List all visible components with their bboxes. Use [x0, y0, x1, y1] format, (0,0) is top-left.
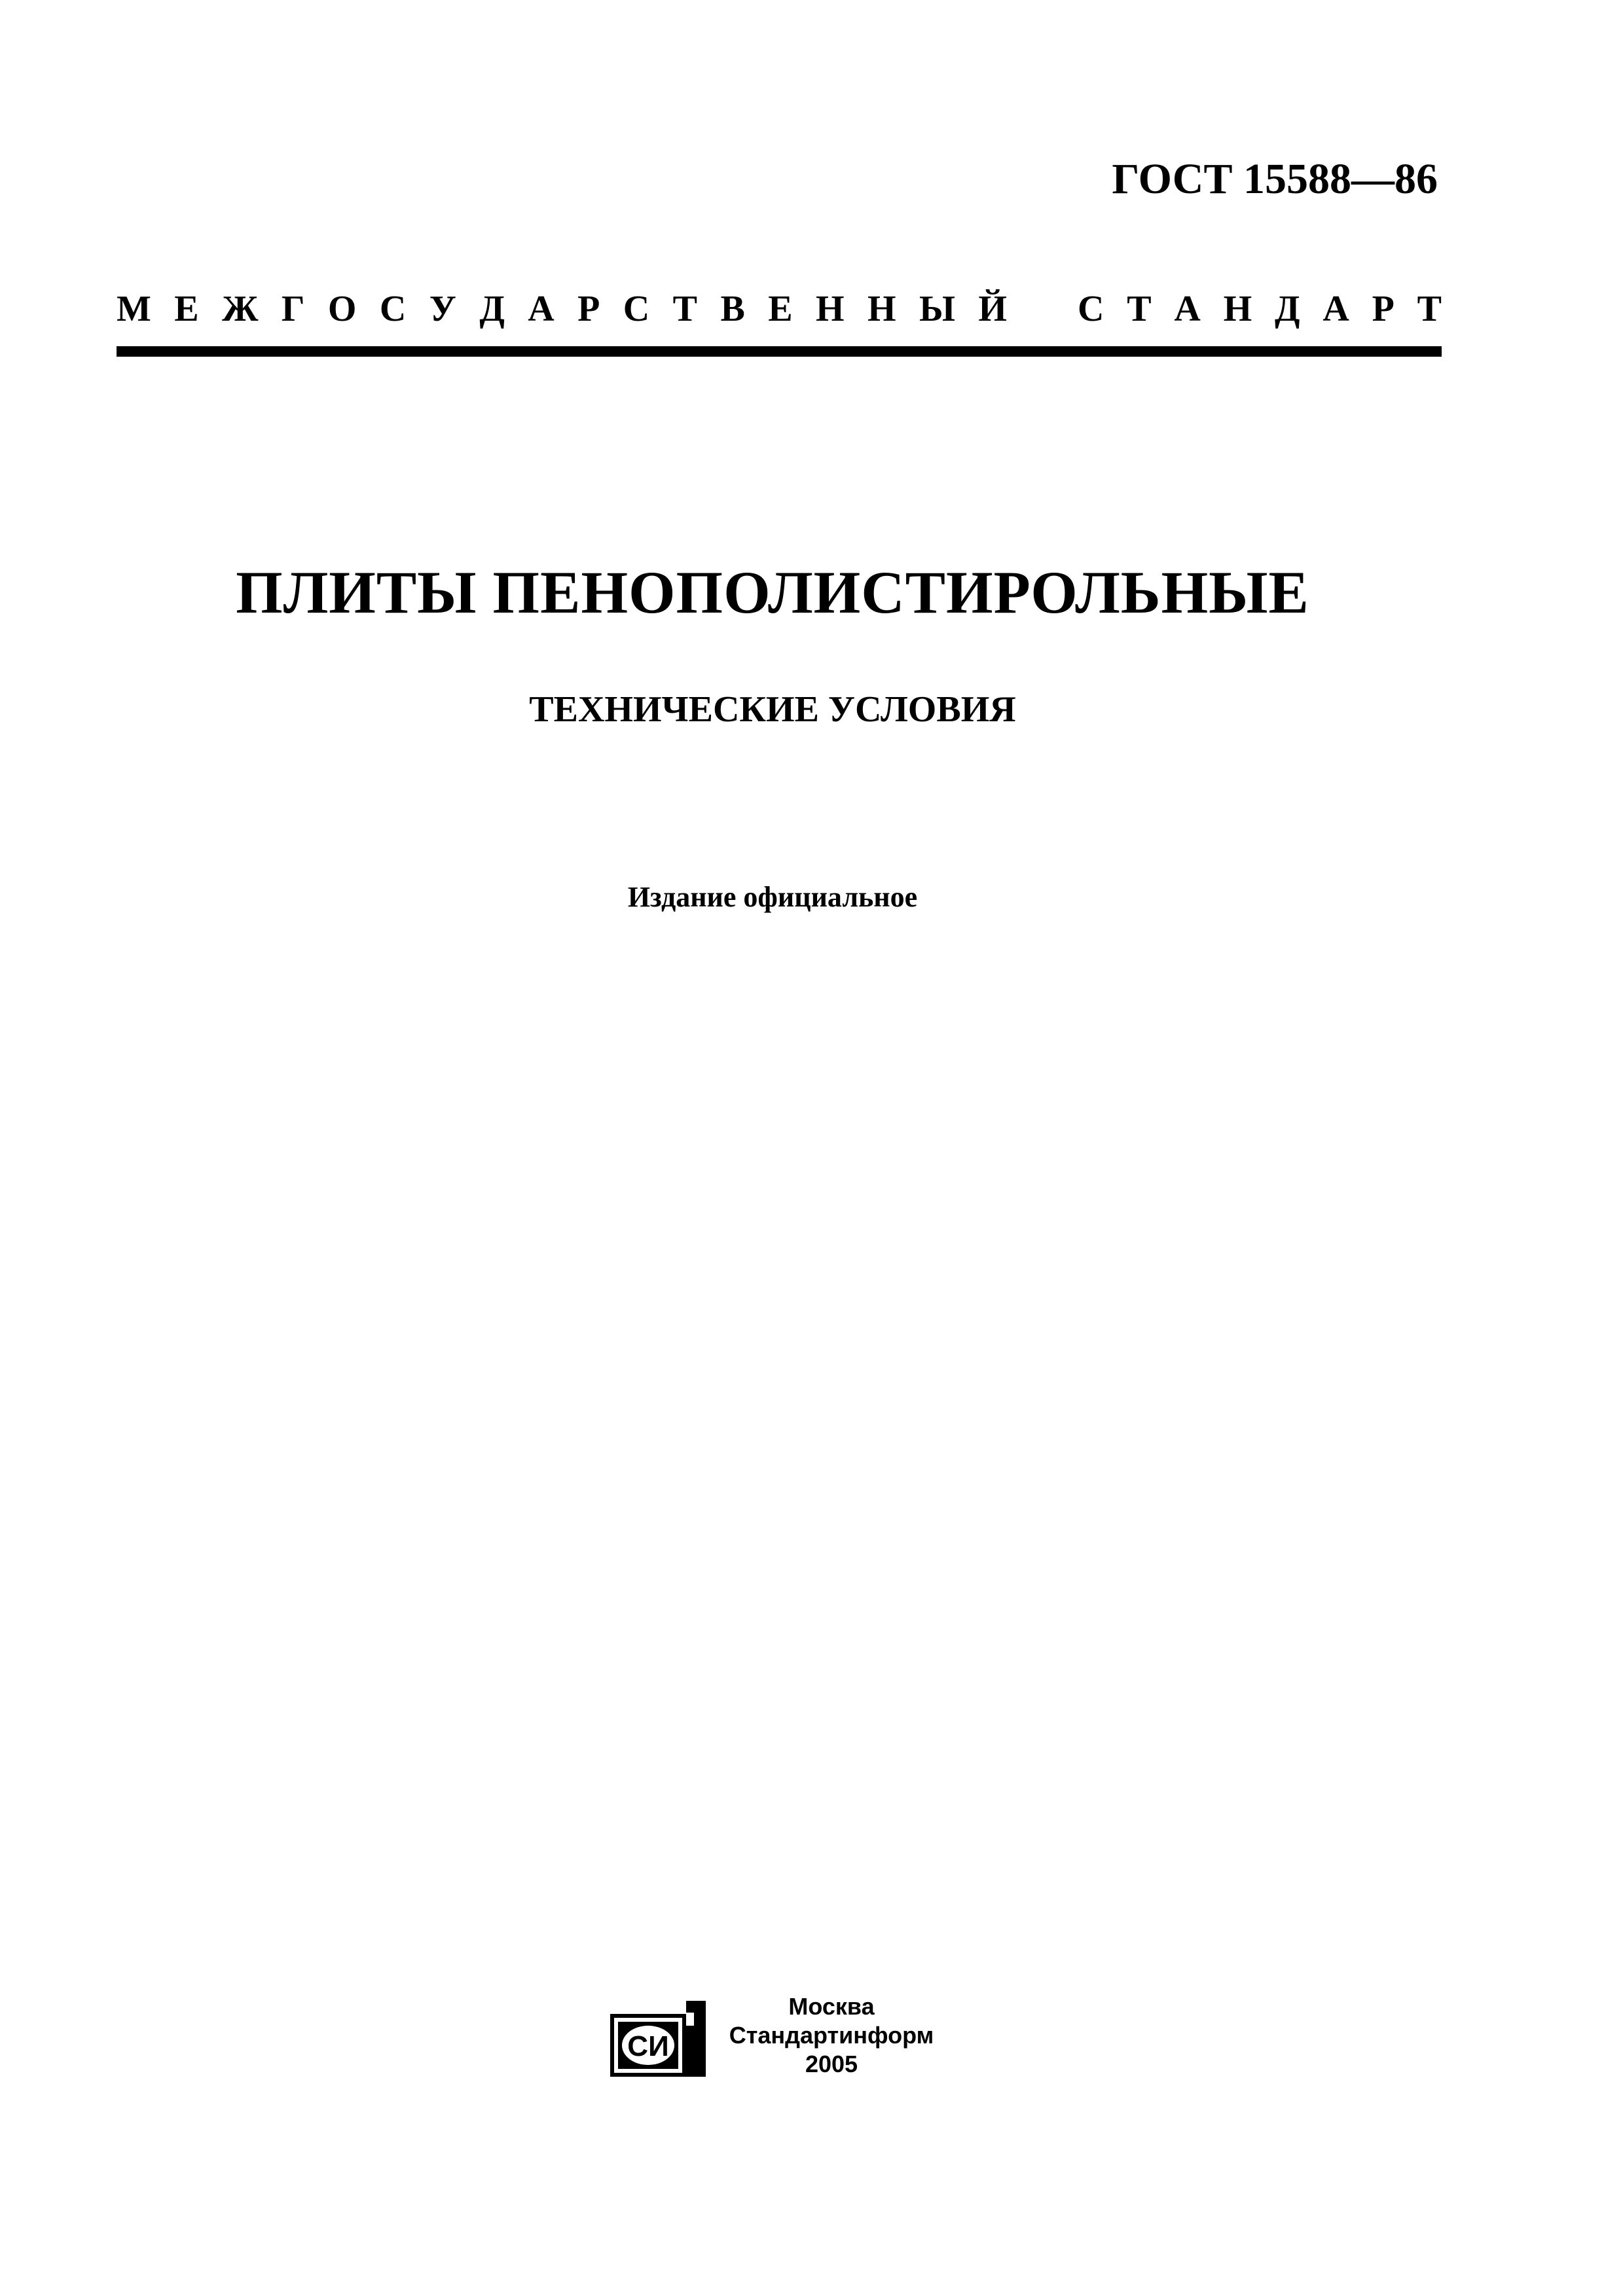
standard-type-letter: А [528, 289, 555, 329]
document-title: ПЛИТЫ ПЕНОПОЛИСТИРОЛЬНЫЕ [236, 559, 1309, 626]
standard-type-letter: Н [1223, 289, 1252, 329]
standard-type-letter: Е [174, 289, 199, 329]
document-number: ГОСТ 15588—86 [1112, 155, 1438, 203]
standard-type-letter: Ы [919, 289, 955, 329]
standard-type-word-interstate [117, 288, 1007, 330]
standard-type-word-standard [1078, 288, 1442, 330]
standard-type-letter: Т [672, 289, 698, 329]
publisher-city: Москва [788, 1993, 875, 2020]
publication-year: 2005 [805, 2051, 858, 2077]
publisher-block [707, 1992, 956, 2079]
edition-note: Издание официальное [627, 881, 918, 913]
standard-type-heading [117, 288, 1442, 330]
standartinform-logo-icon [609, 2000, 707, 2078]
standard-type-letter: Е [768, 289, 793, 329]
standard-type-letter: У [429, 289, 456, 329]
standard-type-letter: Р [577, 289, 600, 329]
standard-type-letter: Ж [222, 289, 259, 329]
standard-type-letter: Н [816, 289, 845, 329]
logo-text: СИ [627, 2030, 669, 2062]
standard-type-letter: Н [867, 289, 896, 329]
header-rule [117, 346, 1442, 357]
standard-type-letter: Т [1417, 289, 1442, 329]
standard-type-letter: О [327, 289, 357, 329]
standard-type-letter: Р [1372, 289, 1395, 329]
standard-type-letter: А [1322, 289, 1349, 329]
document-subtitle: ТЕХНИЧЕСКИЕ УСЛОВИЯ [529, 689, 1016, 730]
standard-type-letter: С [623, 289, 650, 329]
standard-type-letter: А [1174, 289, 1201, 329]
standard-type-letter: В [720, 289, 745, 329]
standard-type-letter: Д [1275, 289, 1300, 329]
standard-type-letter: Й [978, 289, 1007, 329]
standard-type-letter: Г [281, 289, 305, 329]
standard-type-letter: Д [479, 289, 505, 329]
standard-type-letter: Т [1127, 289, 1152, 329]
standard-type-letter: С [1078, 289, 1104, 329]
standard-type-letter: С [379, 289, 407, 329]
publisher-name: Стандартинформ [729, 2022, 934, 2049]
standard-type-letter: М [117, 289, 151, 329]
